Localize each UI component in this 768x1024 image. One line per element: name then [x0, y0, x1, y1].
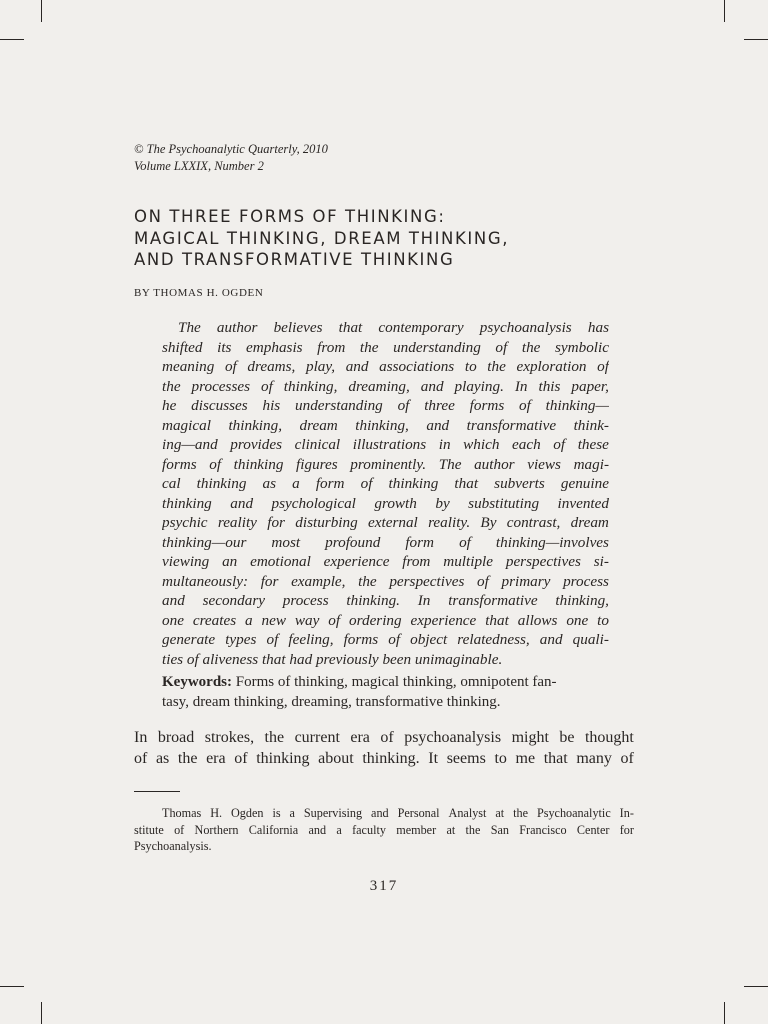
crop-mark-top-left-vertical	[41, 0, 42, 22]
crop-mark-bottom-right-horizontal	[744, 986, 768, 987]
page-number: 317	[369, 878, 399, 894]
keywords-text-1: Forms of thinking, magical thinking, omnipotent fan-	[235, 674, 557, 690]
crop-mark-top-right-horizontal	[744, 39, 768, 40]
article-title	[134, 206, 654, 271]
abstract-line: forms of thinking figures prominently. The author views magi-	[162, 455, 609, 473]
footnote	[134, 805, 634, 855]
abstract-line: he discusses his understanding of three forms of thinking—	[162, 397, 609, 414]
abstract-line: psychic reality for disturbing external reality. By contrast, dream	[162, 514, 609, 531]
abstract-line: meaning of dreams, play, and associations to the exploration of	[162, 358, 609, 375]
abstract-line: and secondary process thinking. In transformative thinking,	[162, 592, 609, 609]
abstract-line: ties of aliveness that had previously been unimaginable.	[162, 650, 503, 668]
footnote-line: Thomas H. Ogden is a Supervising and Personal Analyst at the Psychoanalytic In-	[162, 806, 634, 820]
volume-line: Volume LXXIX, Number 2	[134, 159, 264, 173]
journal-copyright	[134, 141, 634, 175]
abstract-line: thinking—our most profound form of thinking—involves	[162, 533, 609, 551]
crop-mark-top-left-horizontal	[0, 39, 24, 40]
body-line: In broad strokes, the current era of psychoanalysis might be thought	[134, 729, 634, 746]
keywords	[162, 673, 609, 712]
title-line-2: MAGICAL THINKING, DREAM THINKING,	[134, 228, 510, 248]
footnote-rule	[134, 791, 180, 792]
abstract	[162, 318, 609, 669]
author-byline: BY THOMAS H. OGDEN	[134, 287, 264, 299]
crop-mark-bottom-right-vertical	[724, 1002, 725, 1024]
abstract-line: viewing an emotional experience from multiple perspectives si-	[162, 553, 609, 570]
copyright-line: © The Psychoanalytic Quarterly, 2010	[134, 142, 328, 156]
abstract-line: ing—and provides clinical illustrations in which each of these	[162, 436, 609, 453]
abstract-line: multaneously: for example, the perspectives of primary process	[162, 572, 609, 590]
abstract-line: the processes of thinking, dreaming, and playing. In this paper,	[162, 377, 609, 395]
abstract-line: generate types of feeling, forms of object relatedness, and quali-	[162, 631, 609, 648]
title-line-3: AND TRANSFORMATIVE THINKING	[134, 250, 455, 269]
crop-mark-bottom-left-horizontal	[0, 986, 24, 987]
footnote-line: stitute of Northern California and a faculty member at the San Francisco Center for	[134, 822, 634, 837]
keywords-line-1	[162, 673, 609, 693]
crop-mark-bottom-left-vertical	[41, 1002, 42, 1024]
abstract-line: cal thinking as a form of thinking that subverts genuine	[162, 475, 609, 492]
body-text	[134, 728, 634, 769]
crop-mark-top-right-vertical	[724, 0, 725, 22]
footnote-line: Psychoanalysis.	[134, 839, 212, 853]
abstract-line: The author believes that contemporary psychoanalysis has	[178, 319, 609, 336]
abstract-line: thinking and psychological growth by substituting invented	[162, 494, 609, 512]
body-line: of as the era of thinking about thinking. It seems to me that many of	[134, 749, 634, 767]
title-line-1: ON THREE FORMS OF THINKING:	[134, 207, 446, 226]
abstract-line: magical thinking, dream thinking, and transformative think-	[162, 416, 609, 434]
abstract-line: one creates a new way of ordering experience that allows one to	[162, 611, 609, 629]
keywords-label: Keywords:	[162, 674, 232, 690]
abstract-line: shifted its emphasis from the understanding of the symbolic	[162, 338, 609, 356]
keywords-text-2: tasy, dream thinking, dreaming, transformative thinking.	[162, 693, 501, 710]
